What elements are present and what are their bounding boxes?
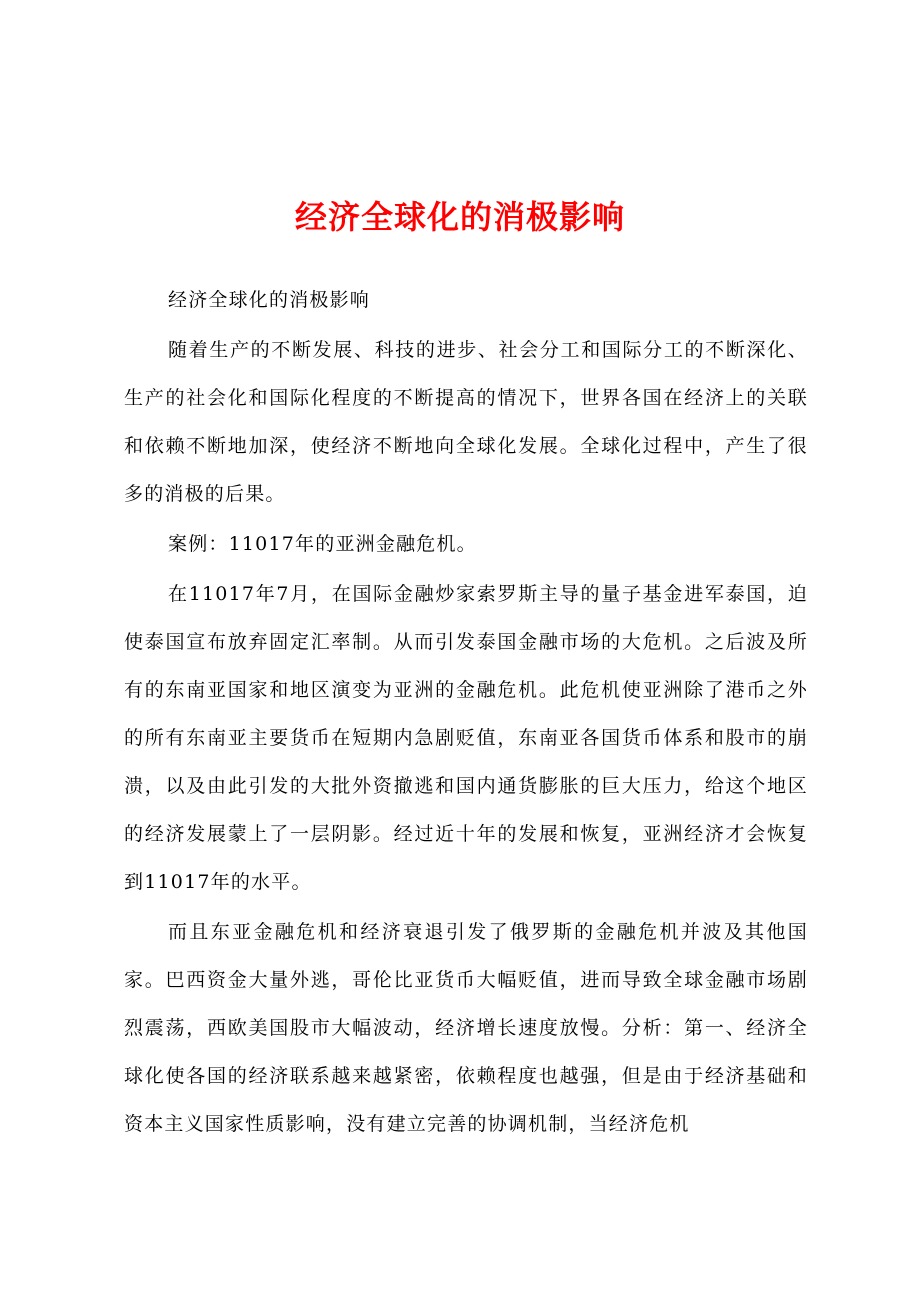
paragraph-analysis: 而且东亚金融危机和经济衰退引发了俄罗斯的金融危机并波及其他国家。巴西资金大量外逃，哥伦比亚货币大幅贬值，进而导致全球金融市场剧烈震荡，西欧美国股市大幅波动，经济增长速度放慢。分析：第一、经济全球化使各国的经济联系越来越紧密，依赖程度也越强，但是由于经济基础和资本主义国家性质影响，没有建立完善的协调机制，当经济危机	[124, 921, 808, 1135]
paragraph-case-heading: 案例：11017年的亚洲金融危机。	[168, 533, 477, 555]
paragraph-intro: 随着生产的不断发展、科技的进步、社会分工和国际分工的不断深化、生产的社会化和国际化程度的不断提高的情况下，世界各国在经济上的关联和依赖不断地加深，使经济不断地向全球化发展。全球化过程中，产生了很多的消极的后果。	[124, 339, 808, 505]
paragraph-case-detail: 在11017年7月，在国际金融炒家索罗斯主导的量子基金进军泰国，迫使泰国宣布放弃固定汇率制。从而引发泰国金融市场的大危机。之后波及所有的东南亚国家和地区演变为亚洲的金融危机。此危机使亚洲除了港币之外的所有东南亚主要货币在短期内急剧贬值，东南亚各国货币体系和股市的崩溃，以及由此引发的大批外资撤逃和国内通货膨胀的巨大压力，给这个地区的经济发展蒙上了一层阴影。经过近十年的发展和恢复，亚洲经济才会恢复到11017年的水平。	[124, 583, 808, 893]
document-title: 经济全球化的消极影响	[294, 198, 625, 236]
document-body	[124, 276, 808, 1150]
paragraph-subtitle: 经济全球化的消极影响	[168, 289, 371, 311]
